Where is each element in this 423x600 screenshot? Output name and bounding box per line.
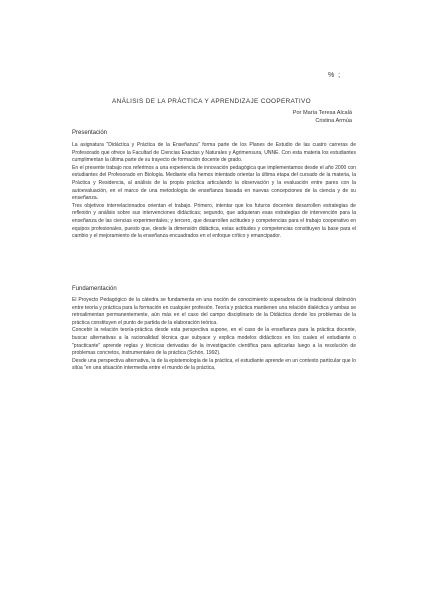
- section-heading-presentacion: Presentación: [72, 130, 108, 136]
- paragraph: El Proyecto Pedagógico de la cátedra se fundamenta en una noción de conocimiento superadora de la tradicional distinción entre teoría y práctica para la formación en cualquier profesión. Teoría y práctica mantienen una relación dialéctica y ambas se retroalimentan permanentemente, aún más en el caso del campo disciplinario de la Didáctica donde los problemas de la práctica constituyen el punto de partida de la elaboración teórica.: [72, 297, 356, 326]
- section-body-fundamentacion: [72, 297, 356, 373]
- paragraph: La asignatura "Didáctica y Práctica de la Enseñanza" forma parte de los Planes de Estudio de las cuatro carreras de Profesorado que ofrece la Facultad de Ciencias Exactas y Naturales y Agrimensura, UNNE. Con esta materia los estudiantes cumplimentan la última parte de su trayecto de formación docente de grado.: [72, 142, 356, 164]
- section-heading-fundamentacion: Fundamentación: [72, 286, 117, 292]
- paragraph: Concebir la relación teoría-práctica desde esta perspectiva supone, en el caso de la enseñanza para la práctica docente, buscar alternativas a la racionalidad técnica que subyace y explica modelos didácticos en los cuales el estudiante o "practicante" aprende reglas y técnicas derivadas de la investigación científica para aplicarlas luego a la resolución de problemas concretos, instrumentales de la práctica (Schön, 1992).: [72, 327, 356, 357]
- author-name-2: Cristina Armúa: [315, 118, 352, 124]
- paragraph: Desde una perspectiva alternativa, la de la epistemología de la práctica, el estudiante aprende en un contexto particular que lo sitúa "en una situación intermedia entre el mundo de la práctica,: [72, 357, 356, 372]
- paragraph: En el presente trabajo nos referimos a una experiencia de innovación pedagógica que implementamos desde el año 2000 con estudiantes del Profesorado en Biología. Mediante ella hemos intentado orientar la última etapa del cursado de la materia, la Práctica y Residencia, al análisis de la propia práctica articulando la observación y la evaluación entre pares con la autoevaluación, en el marco de una metodología de enseñanza basada en nuevas concepciones de la ciencia y de su enseñanza.: [72, 164, 356, 202]
- document-title: ANÁLISIS DE LA PRÁCTICA Y APRENDIZAJE COOPERATIVO: [112, 98, 311, 105]
- author-name-1: Por María Teresa Alcalá: [292, 110, 352, 116]
- paragraph: Tres objetivos interrelacionados orientan el trabajo. Primero, intentar que los futuros docentes desarrollen estrategias de reflexión y análisis sobre sus intervenciones didácticas; segundo, que adquieran esas estrategias de intervención para la enseñanza de las ciencias experimentales; y tercero, que desarrollen actitudes y competencias para el trabajo cooperativo en equipos profesionales, puesto que, desde la dimensión didáctica, estas actitudes y competencias constituyen la base para el cambio y el mejoramiento de la enseñanza encuadrados en el enfoque crítico y emancipador.: [72, 202, 356, 240]
- page-corner-mark: % ;: [328, 72, 342, 79]
- section-body-presentacion: [72, 142, 356, 241]
